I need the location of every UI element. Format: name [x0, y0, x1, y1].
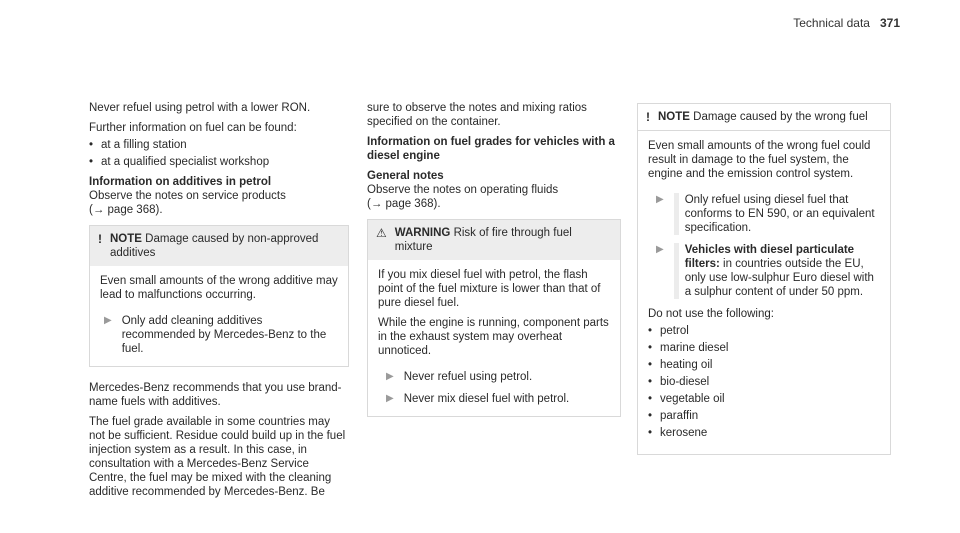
paragraph-operating-fluids: Observe the notes on operating fluids: [367, 184, 559, 196]
triangle-arrow-icon: ▶: [656, 194, 664, 205]
note-body: Even small amounts of the wrong fuel could result in damage to the fuel system, the engine and the emission control system.: [648, 140, 871, 180]
warning-body-2: While the engine is running, component parts in the exhaust system may overheat unnoticed.: [378, 317, 609, 357]
warning-label: WARNING: [394, 227, 451, 239]
warning-body-1: If you mix diesel fuel with petrol, the flash point of the fuel mixture is lower than that of pure diesel fuel.: [378, 269, 601, 309]
list-item: • marine diesel: [648, 341, 880, 355]
note-header: [638, 104, 890, 131]
do-not-use-heading: Do not use the following:: [648, 308, 774, 320]
list-item: • at a filling station: [89, 138, 349, 152]
note-label: NOTE: [110, 233, 142, 245]
paragraph-service-products: Observe the notes on service products: [89, 190, 286, 202]
paragraph-mixing-ratios: sure to observe the notes and mixing ratios specified on the container.: [367, 102, 587, 128]
heading-additives: Information on additives in petrol: [89, 176, 272, 188]
warning-step-1: ▶ Never refuel using petrol.: [386, 371, 533, 383]
forbidden-fuel-list: [648, 324, 880, 440]
warning-step-2: ▶ Never mix diesel fuel with petrol.: [386, 393, 570, 405]
exclamation-icon: !: [98, 232, 102, 246]
note-body: Even small amounts of the wrong additive may lead to malfunctions occurring.: [100, 275, 338, 301]
note-header: [90, 226, 348, 266]
note-step: ▶ Only add cleaning additives recommended by Mercedes-Benz to the fuel.: [104, 315, 327, 355]
list-item: • at a qualified specialist workshop: [89, 155, 349, 169]
list-item: • petrol: [648, 324, 880, 338]
info-source-list: [89, 138, 349, 169]
list-item: • bio-diesel: [648, 375, 880, 389]
list-item: • heating oil: [648, 358, 880, 372]
note-title: Damage caused by the wrong fuel: [693, 111, 868, 123]
paragraph-fuel-grade: The fuel grade available in some countries may not be sufficient. Residue could build up in the fuel injection system as a result. In this case, in consultation with a Mercedes-Benz Service Centre, the fuel may be mixed with the cleaning additive recommended by Mercedes-Benz. Be: [89, 416, 346, 498]
page-reference[interactable]: (→ page 368).: [89, 204, 163, 216]
paragraph-brand-fuels: Mercedes-Benz recommends that you use brand-name fuels with additives.: [89, 382, 342, 408]
note-step-2: ▶ Vehicles with diesel particulate filters: in countries outside the EU, only use low-sulphur Euro diesel with a sulphur content of under 50 ppm.: [648, 237, 880, 301]
column-1: [89, 101, 349, 505]
column-3: [637, 95, 891, 465]
page-header: [793, 16, 900, 30]
note-label: NOTE: [658, 111, 690, 123]
note-box-additives: [89, 225, 349, 367]
heading-diesel-grades: Information on fuel grades for vehicles with a diesel engine: [367, 136, 615, 162]
triangle-arrow-icon: ▶: [656, 244, 664, 255]
triangle-arrow-icon: ▶: [104, 315, 112, 326]
heading-general-notes: General notes: [367, 170, 444, 182]
section-title: Technical data: [793, 16, 870, 30]
column-2: [367, 101, 621, 427]
warning-box: [367, 219, 621, 417]
exclamation-icon: !: [646, 110, 650, 124]
list-item: • kerosene: [648, 426, 880, 440]
page-number: 371: [879, 16, 900, 30]
list-item: • vegetable oil: [648, 392, 880, 406]
page-reference[interactable]: (→ page 368).: [367, 198, 441, 210]
note-box-wrong-fuel: [637, 103, 891, 455]
note-title: Damage caused by non-approved additives: [110, 233, 319, 259]
triangle-arrow-icon: ▶: [386, 393, 394, 404]
list-item: • paraffin: [648, 409, 880, 423]
warning-triangle-icon: ⚠: [376, 226, 387, 240]
warning-header: [368, 220, 620, 260]
triangle-arrow-icon: ▶: [386, 371, 394, 382]
paragraph-ron: Never refuel using petrol with a lower RON.: [89, 102, 311, 114]
note-step-1: ▶ Only refuel using diesel fuel that conforms to EN 590, or an equivalent specification.: [648, 187, 880, 237]
warning-title: Risk of fire through fuel mixture: [394, 227, 572, 253]
paragraph-further-info: Further information on fuel can be found:: [89, 122, 297, 134]
